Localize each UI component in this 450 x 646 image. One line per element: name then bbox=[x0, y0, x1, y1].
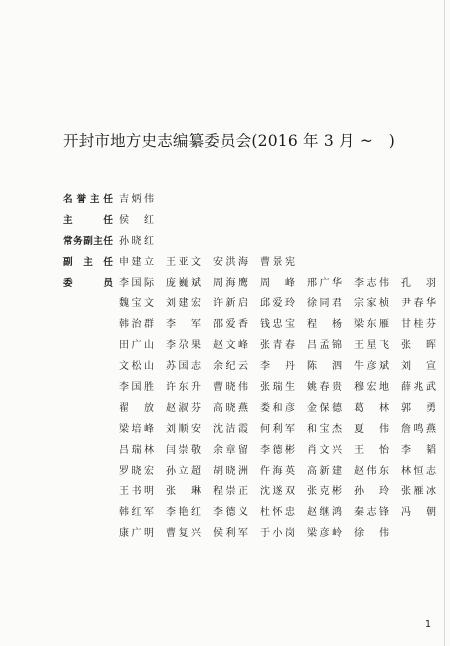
member-names bbox=[119, 315, 449, 336]
page-title: 开封市地方史志编纂委员会(2016 年 3 月 ~ ) bbox=[63, 132, 395, 150]
member-name: 曹晓伟 bbox=[213, 382, 248, 394]
member-name: 苏国志 bbox=[166, 361, 201, 373]
roster-row bbox=[63, 357, 443, 378]
member-name: 李志伟 bbox=[354, 277, 389, 289]
member-name: 田广山 bbox=[119, 340, 154, 352]
member-names bbox=[119, 482, 449, 503]
member-name: 余章留 bbox=[213, 444, 248, 456]
member-name: 许新启 bbox=[213, 298, 248, 310]
page-edge-line bbox=[444, 0, 445, 646]
member-name: 翟放 bbox=[119, 402, 154, 414]
member-name: 魏宝文 bbox=[119, 298, 154, 310]
member-name: 王星飞 bbox=[354, 340, 389, 352]
member-name: 钱忠宝 bbox=[260, 319, 295, 331]
member-name: 葛林 bbox=[354, 402, 389, 414]
member-name: 庞巍斌 bbox=[166, 277, 201, 289]
member-name: 仵海英 bbox=[260, 465, 295, 477]
member-name: 孙玲 bbox=[354, 486, 389, 498]
member-name: 胡晓洲 bbox=[213, 465, 248, 477]
member-name: 刘建宏 bbox=[166, 298, 201, 310]
member-name: 郭勇 bbox=[401, 402, 436, 414]
member-names bbox=[119, 524, 449, 545]
role-label: 名誉主任 bbox=[63, 194, 113, 205]
member-names bbox=[119, 253, 449, 274]
member-name: 文松山 bbox=[119, 361, 154, 373]
member-name: 韩红军 bbox=[119, 507, 154, 519]
roster-row bbox=[63, 524, 443, 545]
member-name: 甘桂芬 bbox=[401, 319, 436, 331]
member-name: 李军 bbox=[166, 319, 201, 331]
member-names bbox=[119, 274, 449, 295]
member-names bbox=[119, 462, 449, 483]
member-name: 赵继鸿 bbox=[307, 507, 342, 519]
member-names bbox=[119, 357, 449, 378]
member-name: 张青春 bbox=[260, 340, 295, 352]
member-name: 李韬 bbox=[401, 444, 436, 456]
member-name: 孔羽 bbox=[401, 277, 436, 289]
member-name: 詹鸣燕 bbox=[401, 423, 436, 435]
member-names bbox=[119, 503, 449, 524]
member-name: 曹景宪 bbox=[260, 256, 295, 268]
member-name: 程崇正 bbox=[213, 486, 248, 498]
member-name: 罗晓宏 bbox=[119, 465, 154, 477]
member-name: 穆宏地 bbox=[354, 382, 389, 394]
member-name: 陈泗 bbox=[307, 361, 342, 373]
member-name: 牛彦斌 bbox=[354, 361, 389, 373]
member-name: 沈遂双 bbox=[260, 486, 295, 498]
member-name: 张琳 bbox=[166, 486, 201, 498]
role-label: 委员 bbox=[63, 277, 113, 289]
member-name: 赵文峰 bbox=[213, 340, 248, 352]
member-name: 安洪海 bbox=[213, 256, 248, 268]
member-name: 王书明 bbox=[119, 486, 154, 498]
member-name: 孙晓红 bbox=[119, 235, 154, 247]
member-names bbox=[119, 190, 449, 211]
roster-row bbox=[63, 190, 443, 211]
member-name: 周峰 bbox=[260, 277, 295, 289]
member-name: 李尕果 bbox=[166, 340, 201, 352]
committee-roster bbox=[63, 190, 443, 545]
member-name: 王怡 bbox=[354, 444, 389, 456]
roster-row bbox=[63, 441, 443, 462]
page-number: 1 bbox=[425, 619, 432, 630]
member-name: 李德彬 bbox=[260, 444, 295, 456]
member-name: 夏伟 bbox=[354, 423, 389, 435]
roster-row bbox=[63, 420, 443, 441]
member-name: 张晖 bbox=[401, 340, 436, 352]
member-name: 薛兆武 bbox=[401, 382, 436, 394]
roster-row bbox=[63, 211, 443, 232]
member-name: 李德义 bbox=[213, 507, 248, 519]
member-name: 尹春华 bbox=[401, 298, 436, 310]
member-name: 宗家桢 bbox=[354, 298, 389, 310]
member-names bbox=[119, 441, 449, 462]
role-label: 主任 bbox=[63, 214, 113, 226]
roster-row bbox=[63, 503, 443, 524]
member-names bbox=[119, 336, 449, 357]
member-names bbox=[119, 294, 449, 315]
member-names bbox=[119, 420, 449, 441]
member-name: 高晓燕 bbox=[213, 402, 248, 414]
roster-row bbox=[63, 399, 443, 420]
member-name: 赵淑芬 bbox=[166, 402, 201, 414]
member-name: 金保德 bbox=[307, 402, 342, 414]
member-name: 邢广华 bbox=[307, 277, 342, 289]
member-name: 康广明 bbox=[119, 528, 154, 540]
member-name: 沈洁霞 bbox=[213, 423, 248, 435]
member-name: 赵伟东 bbox=[354, 465, 389, 477]
member-name: 梁东雁 bbox=[354, 319, 389, 331]
member-name: 李国胜 bbox=[119, 382, 154, 394]
member-name: 王亚文 bbox=[166, 256, 201, 268]
roster-row bbox=[63, 482, 443, 503]
member-name: 刘顺安 bbox=[166, 423, 201, 435]
member-name: 徐同君 bbox=[307, 298, 342, 310]
member-name: 于小岗 bbox=[260, 528, 295, 540]
member-name: 高新建 bbox=[307, 465, 342, 477]
member-name: 肖文兴 bbox=[307, 444, 342, 456]
member-name: 林恒志 bbox=[401, 465, 436, 477]
member-name: 梁培峰 bbox=[119, 423, 154, 435]
member-name: 李国际 bbox=[119, 277, 154, 289]
member-name: 吉炳伟 bbox=[119, 194, 154, 205]
roster-row bbox=[63, 253, 443, 274]
role-label: 副主任 bbox=[63, 256, 113, 268]
member-name: 曹复兴 bbox=[166, 528, 201, 540]
member-name: 申建立 bbox=[119, 256, 154, 268]
roster-row bbox=[63, 294, 443, 315]
role-label: 常务副主任 bbox=[63, 235, 113, 247]
member-name: 李艳红 bbox=[166, 507, 201, 519]
member-name: 闫崇敬 bbox=[166, 444, 201, 456]
member-name: 周海鹰 bbox=[213, 277, 248, 289]
member-name: 徐伟 bbox=[354, 528, 389, 540]
member-name: 侯利军 bbox=[213, 528, 248, 540]
member-name: 张克彬 bbox=[307, 486, 342, 498]
member-name: 和宝杰 bbox=[307, 423, 342, 435]
member-names bbox=[119, 232, 449, 253]
member-name: 张瑞生 bbox=[260, 382, 295, 394]
member-name: 孙立超 bbox=[166, 465, 201, 477]
member-name: 吕孟锦 bbox=[307, 340, 342, 352]
member-names bbox=[119, 378, 449, 399]
member-name: 侯红 bbox=[119, 214, 154, 226]
member-name: 姚春贵 bbox=[307, 382, 342, 394]
roster-row bbox=[63, 336, 443, 357]
member-names bbox=[119, 399, 449, 420]
roster-row bbox=[63, 462, 443, 483]
roster-row bbox=[63, 232, 443, 253]
roster-row bbox=[63, 274, 443, 295]
member-name: 杜怀忠 bbox=[260, 507, 295, 519]
member-name: 许东升 bbox=[166, 382, 201, 394]
member-name: 李丹 bbox=[260, 361, 295, 373]
member-names bbox=[119, 211, 449, 232]
member-name: 张雁冰 bbox=[401, 486, 436, 498]
member-name: 何利军 bbox=[260, 423, 295, 435]
roster-row bbox=[63, 378, 443, 399]
member-name: 邱爱玲 bbox=[260, 298, 295, 310]
member-name: 刘宣 bbox=[401, 361, 436, 373]
member-name: 韩治群 bbox=[119, 319, 154, 331]
member-name: 秦志锋 bbox=[354, 507, 389, 519]
member-name: 邵爱香 bbox=[213, 319, 248, 331]
roster-row bbox=[63, 315, 443, 336]
member-name: 娄和彦 bbox=[260, 402, 295, 414]
member-name: 冯朝 bbox=[401, 507, 436, 519]
member-name: 梁彦岭 bbox=[307, 528, 342, 540]
member-name: 余纪云 bbox=[213, 361, 248, 373]
member-name: 吕瑞林 bbox=[119, 444, 154, 456]
member-name: 程杨 bbox=[307, 319, 342, 331]
